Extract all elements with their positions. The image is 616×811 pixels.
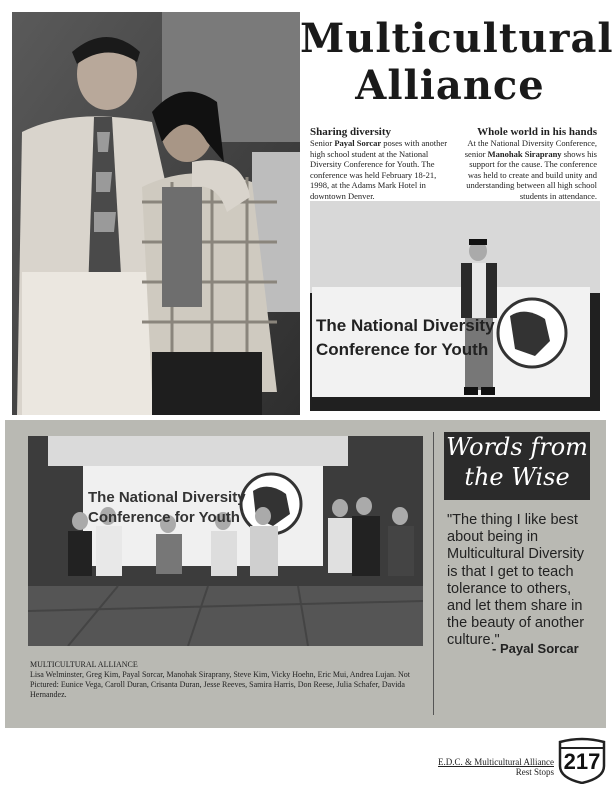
page-number-badge xyxy=(556,736,608,784)
quote-attribution: - Payal Sorcar xyxy=(492,641,579,656)
caption-text: At the National Diversity Conference, senior xyxy=(464,138,597,159)
quote-heading-line2: the Wise xyxy=(464,463,570,491)
group-banner-text xyxy=(88,488,246,528)
caption-body xyxy=(310,138,450,201)
caption-sharing-diversity xyxy=(310,126,450,201)
caption-name: Payal Sorcar xyxy=(334,138,382,148)
footer-line1: E.D.C. & Multicultural Alliance xyxy=(438,757,554,767)
banner-line1: The National Diversity xyxy=(88,489,246,506)
caption-text: poses with another high school student at the National Diversity Conference for Youth. The conference was held February 18-21, 1998, at the Adams Mark Hotel in downtown Denver. xyxy=(310,138,448,201)
caption-text: shows his support for the cause. The conference was held to create and build unity and understanding between all high school students in attendance. xyxy=(466,148,597,201)
caption-heading: Whole world in his hands xyxy=(477,126,597,138)
group-caption-heading: MULTICULTURAL ALLIANCE xyxy=(30,660,138,669)
main-photo xyxy=(12,12,300,415)
caption-text: Senior xyxy=(310,138,335,148)
caption-whole-world xyxy=(460,126,597,201)
divider xyxy=(433,432,434,715)
banner-line2: Conference for Youth xyxy=(316,340,489,359)
page-number: 217 xyxy=(563,749,601,774)
caption-body xyxy=(460,138,597,201)
quote-heading-line1: Words from xyxy=(446,433,588,461)
group-caption-names: Lisa Welminster, Greg Kim, Payal Sorcar, Manohak Siraprany, Steve Kim, Vicky Hoehn, Eric Mui, Andrea Lujan. Not Pictured: Eunice Vega, Caroll Duran, Crisanta Duran, Jesse Reeves, Samira Harris, Don Reese, Julia Schafer, Davida Hernandez. xyxy=(30,670,411,699)
banner-photo xyxy=(310,201,600,411)
group-photo-illustration xyxy=(28,436,423,646)
title-line2: Alliance xyxy=(355,62,545,109)
quote-text: "The thing I like best about being in Multicultural Diversity is that I get to teach tolerance to others, and let them share in the beauty of another culture." xyxy=(447,512,585,649)
banner-photo-illustration xyxy=(310,201,600,411)
group-photo xyxy=(28,436,423,646)
footer-section-label xyxy=(380,757,554,777)
caption-heading: Sharing diversity xyxy=(310,126,391,138)
caption-name: Manohak Siraprany xyxy=(487,148,562,159)
title-line1: Multicultural xyxy=(300,15,614,62)
group-caption xyxy=(30,660,425,700)
quote-heading-box xyxy=(444,432,590,500)
banner-line2: Conference for Youth xyxy=(88,509,240,526)
page-title xyxy=(300,15,614,110)
banner-text xyxy=(316,314,495,362)
footer-line2: Rest Stops xyxy=(515,767,554,777)
banner-line1: The National Diversity xyxy=(316,316,495,335)
main-photo-illustration xyxy=(12,12,300,415)
